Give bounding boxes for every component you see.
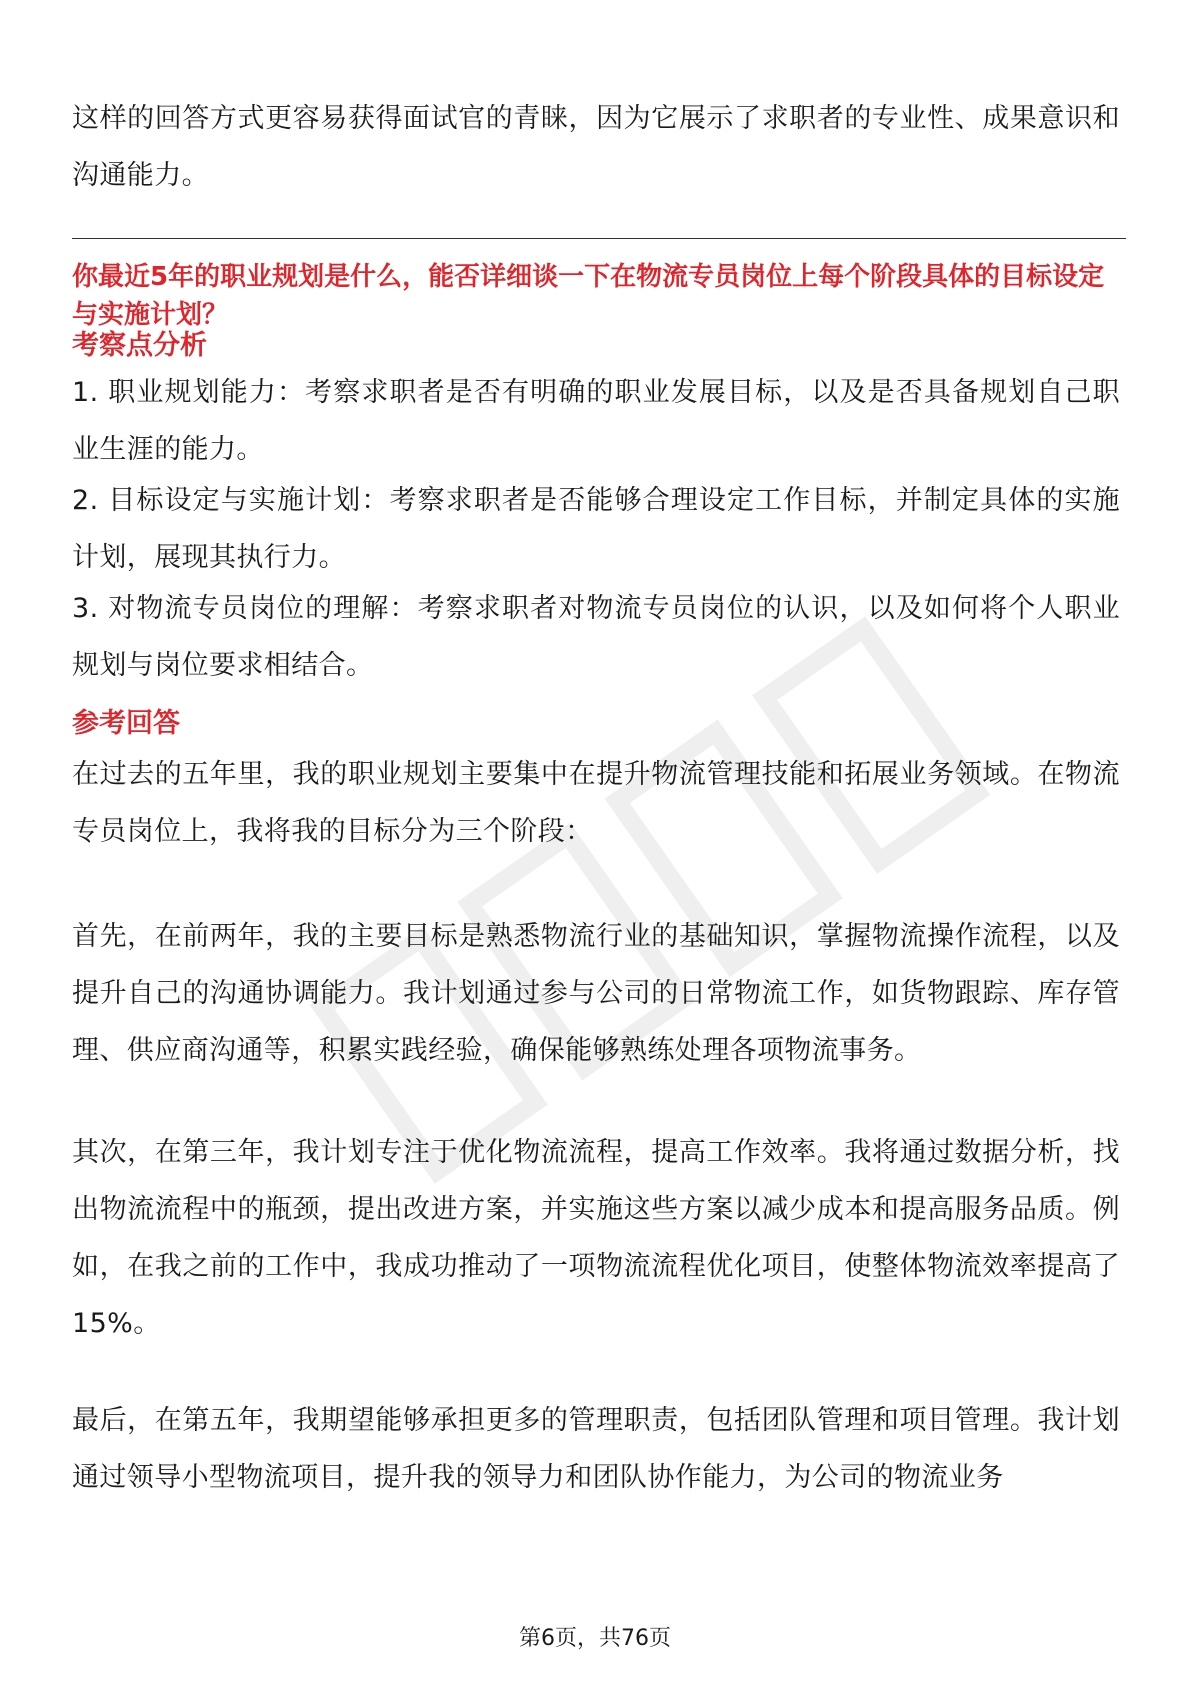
page-number: 第6页，共76页 bbox=[519, 1626, 671, 1651]
answer-paragraph: 首先，在前两年，我的主要目标是熟悉物流行业的基础知识，掌握物流操作流程，以及提升自己的沟通协调能力。我计划通过参与公司的日常物流工作，如货物跟踪、库存管理、供应商沟通等，积累实践经验，确保能够熟练处理各项物流事务。 bbox=[72, 921, 1120, 1066]
question-title: 你最近5年的职业规划是什么，能否详细谈一下在物流专员岗位上每个阶段具体的目标设定与实施计划？ bbox=[72, 262, 1105, 330]
analysis-item: 1. 职业规划能力：考察求职者是否有明确的职业发展目标，以及是否具备规划自己职业生涯的能力。 bbox=[72, 377, 1120, 465]
analysis-item: 2. 目标设定与实施计划：考察求职者是否能够合理设定工作目标，并制定具体的实施计划，展现其执行力。 bbox=[72, 485, 1120, 573]
intro-paragraph: 这样的回答方式更容易获得面试官的青睐，因为它展示了求职者的专业性、成果意识和沟通能力。 bbox=[72, 103, 1120, 191]
analysis-heading: 考察点分析 bbox=[72, 330, 207, 361]
answer-paragraph: 最后，在第五年，我期望能够承担更多的管理职责，包括团队管理和项目管理。我计划通过领导小型物流项目，提升我的领导力和团队协作能力，为公司的物流业务 bbox=[72, 1405, 1120, 1493]
answer-heading: 参考回答 bbox=[72, 708, 180, 739]
answer-paragraph: 在过去的五年里，我的职业规划主要集中在提升物流管理技能和拓展业务领域。在物流专员岗位上，我将我的目标分为三个阶段： bbox=[72, 759, 1120, 847]
analysis-item: 3. 对物流专员岗位的理解：考察求职者对物流专员岗位的认识，以及如何将个人职业规划与岗位要求相结合。 bbox=[72, 593, 1120, 681]
answer-paragraph: 其次，在第三年，我计划专注于优化物流流程，提高工作效率。我将通过数据分析，找出物流流程中的瓶颈，提出改进方案，并实施这些方案以减少成本和提高服务品质。例如，在我之前的工作中，我成功推动了一项物流流程优化项目，使整体物流效率提高了15%。 bbox=[72, 1137, 1120, 1339]
section-divider bbox=[72, 238, 1126, 239]
